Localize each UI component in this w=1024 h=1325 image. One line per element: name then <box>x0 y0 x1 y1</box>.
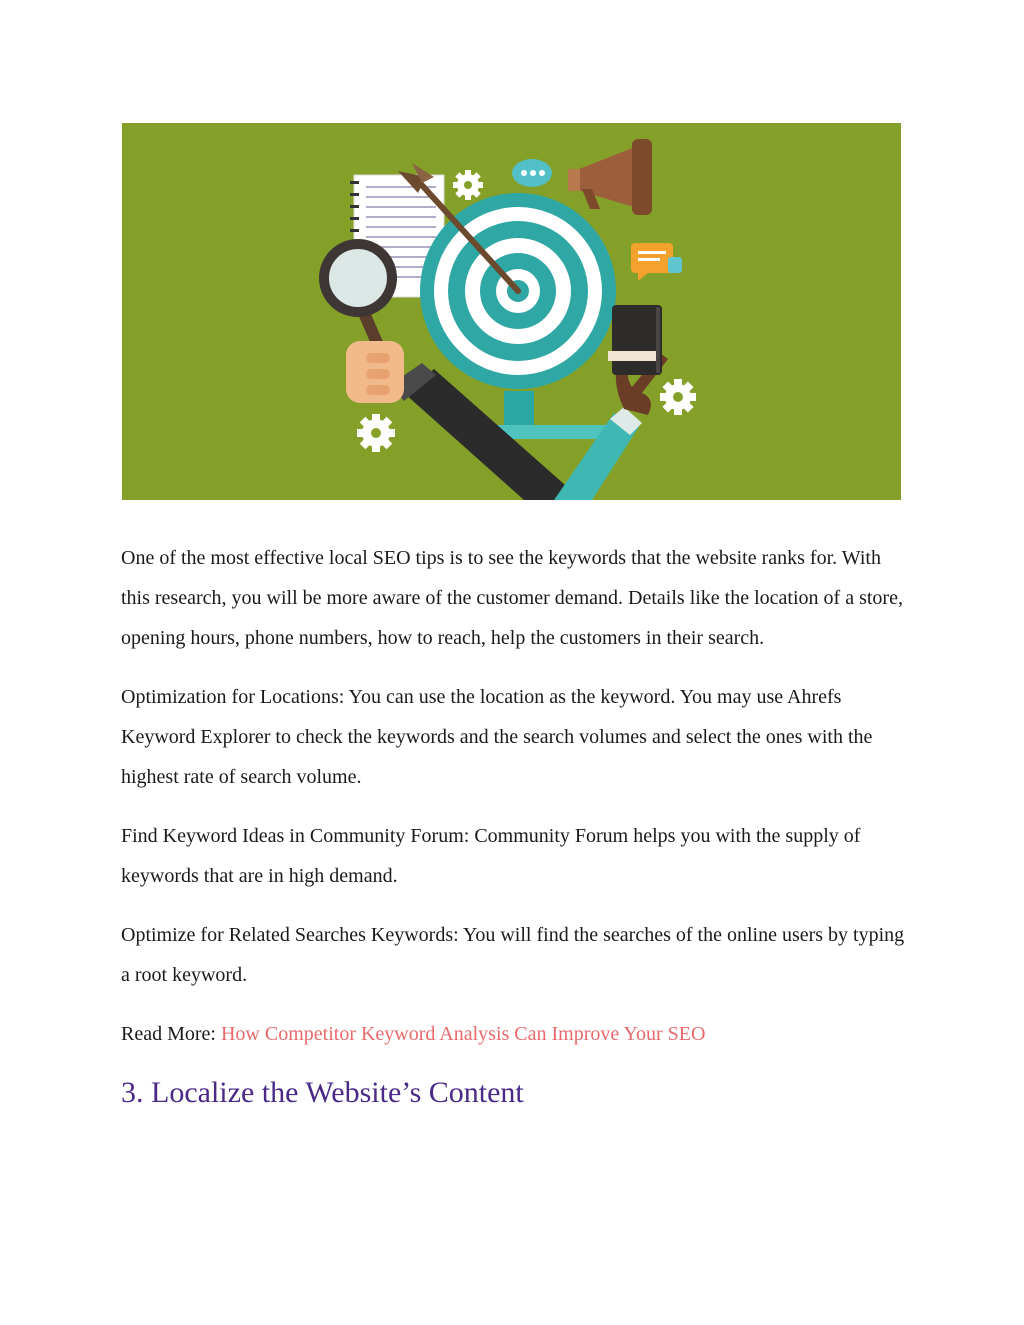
read-more-label: Read More: <box>121 1023 221 1045</box>
paragraph-related-searches: Optimize for Related Searches Keywords: You will find the searches of the online users by typing a root keyword. <box>121 924 905 986</box>
section-heading: 3. Localize the Website’s Content <box>121 1076 524 1109</box>
paragraph-intro: One of the most effective local SEO tips is to see the keywords that the website ranks for. With this research, you will be more aware of the customer demand. Details like the location of a store, opening hours, phone numbers, how to reach, help the customers in their search. <box>121 547 903 649</box>
paragraph-locations: Optimization for Locations: You can use the location as the keyword. You may use Ahrefs Keyword Explorer to check the keywords and the search volumes and select the ones with the highest rate of search volume. <box>121 686 873 788</box>
article-body <box>121 538 911 1113</box>
megaphone-icon <box>568 139 652 215</box>
read-more <box>121 1014 911 1054</box>
paragraph-community-forum: Find Keyword Ideas in Community Forum: Community Forum helps you with the supply of keywords that are in high demand. <box>121 825 861 887</box>
notebook-icon <box>608 305 662 375</box>
read-more-link[interactable]: How Competitor Keyword Analysis Can Improve Your SEO <box>220 1023 706 1045</box>
hero-illustration <box>122 123 901 500</box>
